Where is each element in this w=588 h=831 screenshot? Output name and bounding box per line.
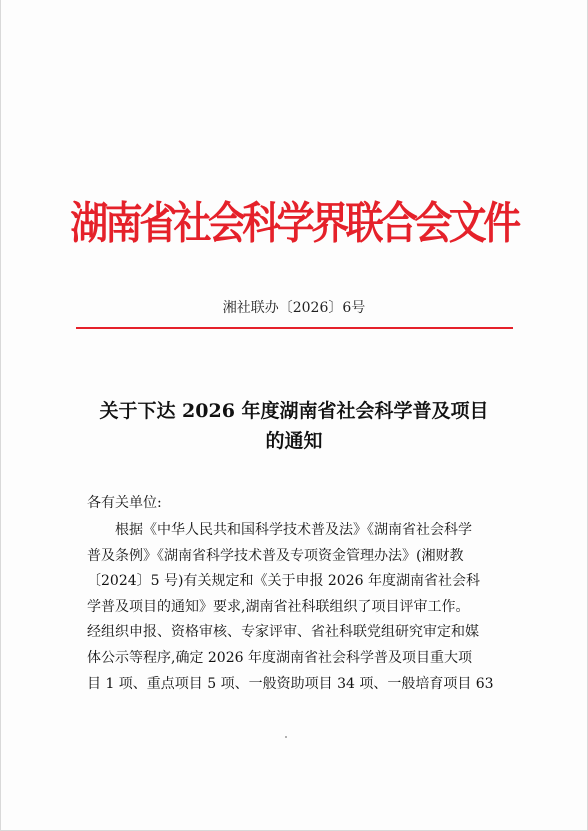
body-line: 根据《中华人民共和国科学技术普及法》《湖南省社会科学: [115, 522, 472, 538]
notice-title: [1, 396, 587, 456]
red-separator-line: [76, 327, 513, 329]
salutation: 各有关单位:: [87, 495, 162, 511]
body-paragraph: [87, 518, 517, 697]
body-line: 体公示等程序,确定 2026 年度湖南省社会科学普及项目重大项: [87, 649, 472, 666]
notice-title-line-1: 关于下达 2026 年度湖南省社会科学普及项目: [99, 400, 489, 422]
document-number: 湘社联办〔2026〕6号: [222, 300, 366, 316]
body-line: 〔2024〕5 号)有关规定和《关于申报 2026 年度湖南省社会科: [87, 573, 480, 590]
body-line: 学普及项目的通知》要求,湖南省社科联组织了项目评审工作。: [87, 598, 470, 615]
body-line: 普及条例》《湖南省科学技术普及专项资金管理办法》(湘财教: [87, 547, 464, 564]
notice-title-line-2: 的通知: [265, 430, 323, 452]
body-line: 经组织申报、资格审核、专家评审、省社科联党组研究审定和媒: [87, 624, 479, 641]
body-line: 目 1 项、重点项目 5 项、一般资助项目 34 项、一般培育项目 63: [87, 675, 494, 692]
page-mark: [285, 736, 287, 738]
issuing-authority-title: 湖南省社会科学界联合会文件: [70, 198, 518, 249]
